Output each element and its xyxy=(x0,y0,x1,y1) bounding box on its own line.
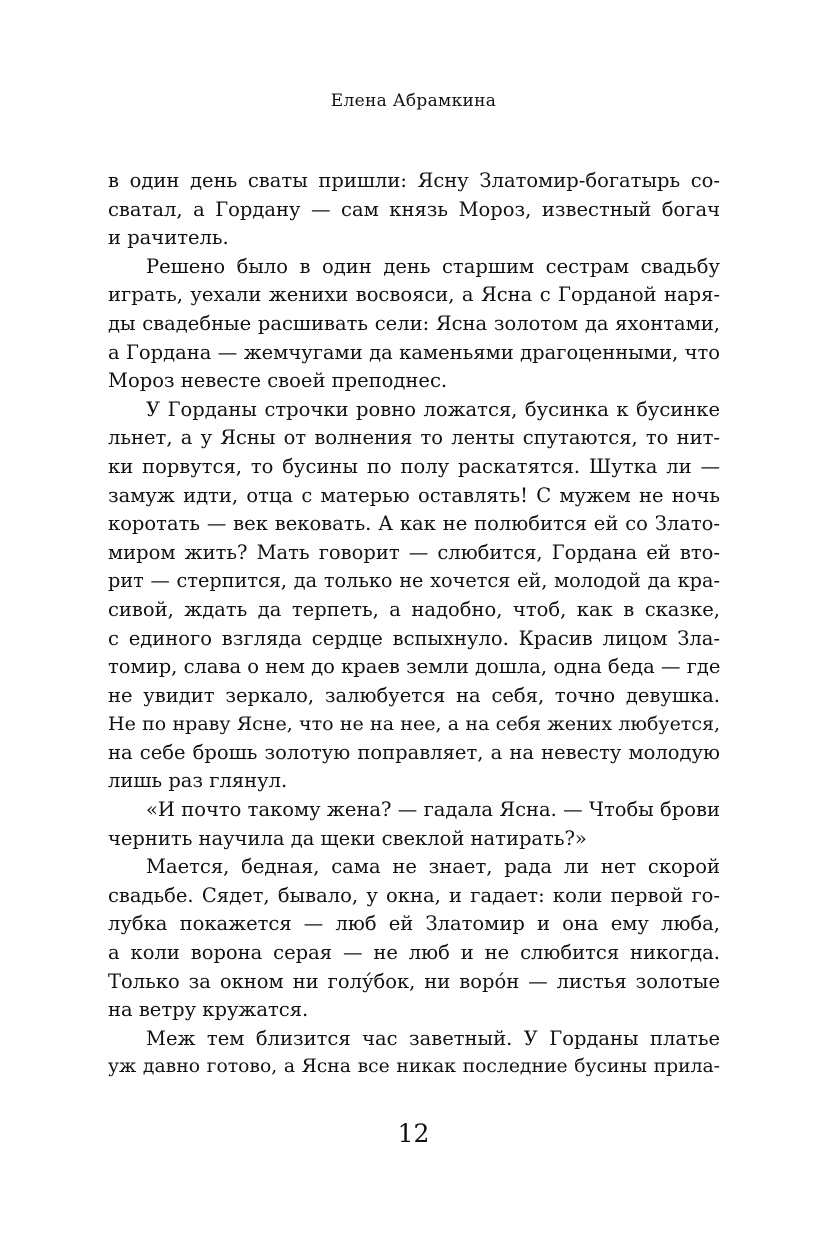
text-line: не увидит зеркало, залюбуется на себя, точно девушка. xyxy=(108,683,720,707)
text-line: лубка покажется — люб ей Златомир и она ему люба, xyxy=(108,912,720,936)
text-line: Мается, бедная, сама не знает, рада ли нет скорой xyxy=(146,855,720,879)
text-line: уж давно готово, а Ясна все никак последние бусины прила- xyxy=(108,1056,720,1078)
text-line: сивой, ждать да терпеть, а надобно, чтоб, как в сказке, xyxy=(108,597,720,621)
text-line: У Горданы строчки ровно ложатся, бусинка к бусинке xyxy=(146,397,720,421)
text-line: в один день сваты пришли: Ясну Златомир-богатырь со- xyxy=(108,169,720,192)
body-text xyxy=(108,167,720,1082)
text-line: ки порвутся, то бусины по полу раскатятся. Шутка ли — xyxy=(108,454,720,478)
text-line: лишь раз глянул. xyxy=(108,769,288,793)
text-line: Не по нраву Ясне, что не на нее, а на себя жених любуется, xyxy=(108,713,720,736)
text-line: Только за окном ни голу́бок, ни воро́н — листья золотые xyxy=(108,969,720,993)
text-line: томир, слава о нем до краев земли дошла, одна беда — где xyxy=(108,655,721,679)
text-line: и рачитель. xyxy=(108,226,229,250)
text-line: льнет, а у Ясны от волнения то ленты спутаются, то нит- xyxy=(108,426,720,450)
text-line: миром жить? Мать говорит — слюбится, Гордана ей вто- xyxy=(108,540,720,564)
text-line: с единого взгляда сердце вспыхнуло. Красив лицом Зла- xyxy=(108,626,720,650)
text-line: а коли ворона серая — не люб и не слюбится никогда. xyxy=(108,941,720,965)
text-line: ды свадебные расшивать сели: Ясна золотом да яхонтами, xyxy=(108,311,720,335)
text-line: «И почто такому жена? — гадала Ясна. — Чтобы брови xyxy=(146,798,720,822)
text-line: замуж идти, отца с матерью оставлять! С мужем не ночь xyxy=(108,483,720,507)
text-line: коротать — век вековать. А как не полюбится ей со Злато- xyxy=(108,512,720,536)
text-line: играть, уехали женихи восвояси, а Ясна с Горданой наря- xyxy=(108,283,720,307)
text-line: сватал, а Гордану — сам князь Мороз, известный богач xyxy=(108,197,720,221)
text-line: на ветру кружатся. xyxy=(108,998,309,1022)
text-line: на себе брошь золотую поправляет, а на невесту молодую xyxy=(108,740,720,764)
text-line: Решено было в один день старшим сестрам свадьбу xyxy=(146,254,720,278)
page-number: 12 xyxy=(397,1119,430,1148)
text-line: а Гордана — жемчугами да каменьями драгоценными, что xyxy=(108,340,720,364)
text-line: Меж тем близится час заветный. У Горданы платье xyxy=(146,1026,720,1050)
text-line: свадьбе. Сядет, бывало, у окна, и гадает: коли первой го- xyxy=(108,883,720,907)
text-line: рит — стерпится, да только не хочется ей, молодой да кра- xyxy=(108,569,720,593)
running-header-author: Елена Абрамкина xyxy=(330,91,497,111)
text-line: Мороз невесте своей преподнес. xyxy=(108,369,448,393)
text-line: чернить научила да щеки свеклой натирать?» xyxy=(108,826,587,850)
